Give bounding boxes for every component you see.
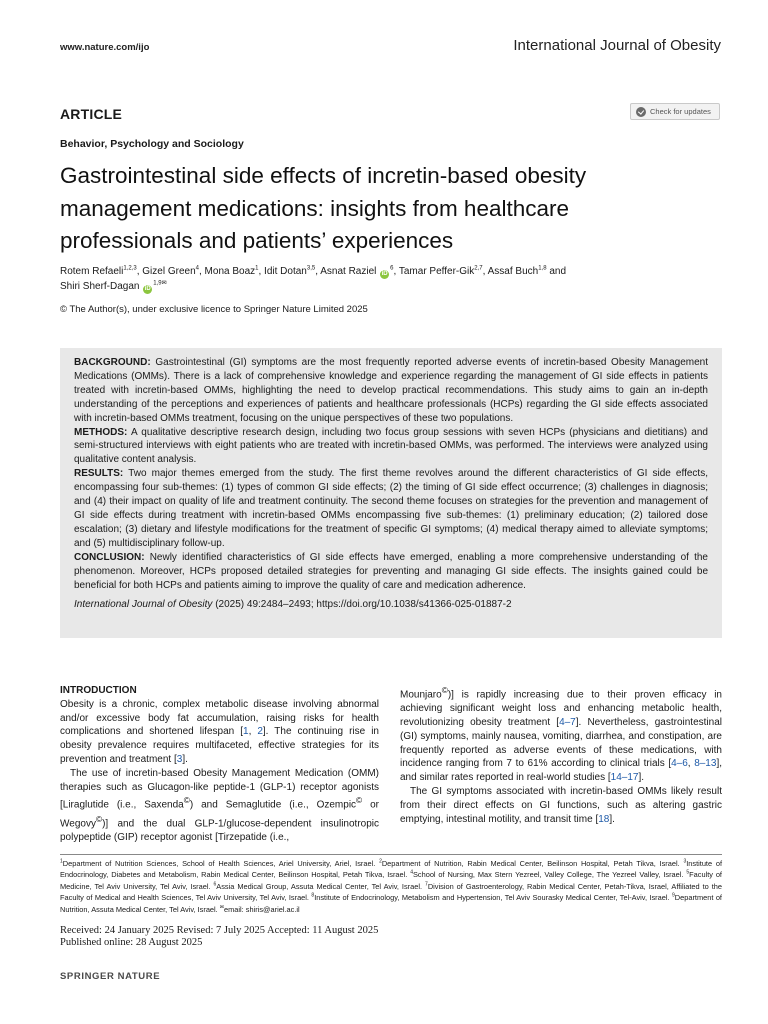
reference-link[interactable]: 14–17 <box>610 772 639 784</box>
citation-line[interactable] <box>74 598 708 612</box>
reference-link[interactable]: 2 <box>257 726 263 738</box>
section-label: Behavior, Psychology and Sociology <box>60 138 244 150</box>
author-affiliation: 4 <box>195 265 199 272</box>
methods-text: A qualitative descriptive research design, including two focus group sessions with seven HCPs (physicians and dietitians) and semi-structured interviews with eight patients who are treated with incretin-based OMMs, was performed. The interviews were analyzed using qualitative content analysis. <box>74 426 708 466</box>
reference-link[interactable]: 8–13 <box>694 758 717 770</box>
received-dates: Received: 24 January 2025 Revised: 7 July 2025 Accepted: 11 August 2025 <box>60 925 379 936</box>
conclusion-text: Newly identified characteristics of GI side effects have emerged, enabling a more comprehensive understanding of the phenomenon. Moreover, HCPs proposed detailed strategies for preventing and managing GI side effects. The insights gained could be beneficial for both HCPs and patients aiming to improve the quality of care and medication adherence. <box>74 551 708 591</box>
results-label: RESULTS: <box>74 468 124 480</box>
reference-link[interactable]: 4–7 <box>559 716 576 728</box>
publication-dates <box>60 925 378 949</box>
footnote-divider <box>60 854 722 855</box>
author-affiliation: 2,7 <box>474 265 483 272</box>
background-label: BACKGROUND: <box>74 357 151 368</box>
author-name[interactable]: Tamar Peffer-Gik <box>398 266 475 277</box>
introduction-heading: INTRODUCTION <box>60 685 137 696</box>
author-list: Rotem Refaeli$^{1,2,3}$, Gizel Green$^4$, Mona Boaz$^1$, Idit Dotan$^{3,5}$, Asnat Raziel $iD^6$, Tamar Peffer-Gik$^{2,7}$, Assaf Buch$^{1,8}$ and Shiri Sherf-Dagan $iD^{1,9✉}$ <box>60 265 567 292</box>
conclusion-label: CONCLUSION: <box>74 551 145 563</box>
abstract-box <box>60 348 722 638</box>
author-name[interactable]: Gizel Green <box>142 266 196 277</box>
check-updates-icon <box>636 107 646 117</box>
copyright-notice: © The Author(s), under exclusive licence to Springer Nature Limited 2025 <box>60 304 368 315</box>
journal-name: International Journal of Obesity <box>513 37 721 54</box>
check-updates-label: Check for updates <box>650 107 711 116</box>
author-affiliation: 1 <box>255 265 259 272</box>
orcid-icon[interactable]: iD <box>381 271 388 277</box>
reference-link[interactable]: 1 <box>243 726 249 738</box>
citation-doi: (2025) 49:2484–2493; https://doi.org/10.1038/s41366-025-01887-2 <box>212 599 512 611</box>
reference-link[interactable]: 18 <box>598 813 610 825</box>
published-date: Published online: 28 August 2025 <box>60 937 203 948</box>
article-title: Gastrointestinal side effects of incretin-based obesity management medications: insights from healthcare professionals and patients’ experiences <box>60 163 587 253</box>
author-name[interactable]: Rotem Refaeli <box>60 266 124 277</box>
reference-link[interactable]: 3 <box>176 753 183 765</box>
citation-journal: International Journal of Obesity <box>74 599 213 611</box>
author-name[interactable]: Assaf Buch <box>487 266 539 277</box>
background-text: Gastrointestinal (GI) symptoms are the most frequently reported adverse events of incretin-based Obesity Management Medications (OMMs). There is a lack of comprehensive knowledge and experience regarding the management of GI side effects in patients treated with incretin-based OMMs, highlighting the need to develop practical recommendations. This study aims to gain an in-depth understanding of the perceptions and experiences of patients and healthcare professionals (HCPs) regarding the GI side effects associated with incretin-based OMMs treatment, focusing on the unique perspectives of these two populations. <box>74 357 709 424</box>
article-type-label: ARTICLE <box>60 106 123 122</box>
affiliation-footnotes: $^1$Department of Nutrition Sciences, School of Health Sciences, Ariel University, Ariel, Israel. $^2$Department of Nutrition, Rabin Medical Center, Beilinson Hospital, Petah Tikva, Israel. $^3$Institute of Endocrinology, Diabetes and Metabolism, Rabin Medical Center, Beilinson Hospital, Petah Tikva, Israel. $^4$School of Nursing, Max Stern Yezreel, Valley College, The Yezreel Valley, Israel. $^5$Faculty of Medicine, Tel Aviv University, Tel Aviv, Israel. $^6$Assia Medical Group, Assuta Medical Center, Tel Aviv, Israel. $^7$Division of Gastroenterology, Rabin Medical Center, Petah-Tikva, Israel, Affiliated to the Faculty of Medical and Health Sciences, Tel Aviv University, Tel Aviv, Israel. $^8$Institute of Endocrinology, Metabolism and Hypertension, Tel Aviv Sourasky Medical Center, Tel-Aviv, Israel. $^9$Department of Nutrition, Assuta Medical Center, Tel Aviv, Israel. ✉email: shiris@ariel.ac.il <box>60 858 723 914</box>
author-name[interactable]: Idit Dotan <box>264 266 307 277</box>
author-name[interactable]: Asnat Raziel <box>320 266 377 277</box>
author-name[interactable]: Shiri Sherf-Dagan <box>60 281 140 292</box>
body-paragraph: Obesity is a chronic, complex metabolic disease involving abnormal and/or excessive body fat accumulation, raising risks for health complications and shortened lifespan [1, 2]. The continuing rise in obesity prevalence requires multifaceted, effective strategies for its prevention and treatment [3]. <box>60 698 379 765</box>
author-affiliation: 6 <box>390 265 394 272</box>
reference-link[interactable]: 4–6 <box>671 758 688 770</box>
author-affiliation: 1,2,3 <box>123 265 137 272</box>
email-link[interactable]: shiris@ariel.ac.il <box>245 904 300 914</box>
author-affiliation: 3,5 <box>306 265 316 272</box>
body-paragraph: Mounjaro©)] is rapidly increasing due to their proven efficacy in achieving significant weight loss and enhancing metabolic health, revolutionizing obesity treatment [4–7]. Nevertheless, gastrointestinal (GI) symptoms, mainly nausea, vomiting, diarrhea, and constipation, are frequently reported as adverse events of these medications, with incidence ranging from 7 to 61% according to clinical trials [4–6, 8–13], and similar rates reported in real-world studies [14–17]. <box>400 685 722 784</box>
journal-url[interactable]: www.nature.com/ijo <box>60 42 150 53</box>
body-column-right <box>400 684 722 826</box>
publisher-logo: SPRINGER NATURE <box>60 971 161 982</box>
body-column-left <box>60 684 379 844</box>
orcid-icon[interactable]: iD <box>144 286 151 292</box>
author-affiliation: 1,9✉ <box>153 280 167 287</box>
body-paragraph: The use of incretin-based Obesity Management Medication (OMM) therapies such as Glucagon-like peptide-1 (GLP-1) receptor agonists [Liraglutide (i.e., Saxenda©) and Semaglutide (i.e., Ozempic© or Wegovy©)] and the dual GLP-1/glucose-dependent insulinotropic polypeptide (GIP) receptor agonist [Tirzepatide (i.e., <box>60 767 380 843</box>
author-name[interactable]: Mona Boaz <box>204 266 256 277</box>
check-for-updates-button[interactable] <box>630 103 720 120</box>
results-text: Two major themes emerged from the study. The first theme revolves around the different characteristics of GI side effects, encompassing four sub-themes: (1) types of common GI side effects; (2) the timing of GI side effect occurrence; (3) challenges in diagnosis; and (4) their impact on quality of life and treatment continuity. The second theme focuses on strategies for the prevention and management of GI side effects during treatment with incretin-based OMMs encompassing five sub-themes: (1) preliminary education; (2) tailored dose escalation; (3) dietary and lifestyle modifications for the treatment of specific GI symptoms; (4) medical therapy aimed to alleviate symptoms; and (5) multidisciplinary follow-up. <box>74 468 708 549</box>
author-affiliation: 1,8 <box>538 265 547 272</box>
body-paragraph: The GI symptoms associated with incretin-based OMMs likely result from their direct effects on GI functions, such as altering gastric emptying, intestinal motility, and transit time [18]. <box>400 785 722 825</box>
methods-label: METHODS: <box>74 426 128 438</box>
